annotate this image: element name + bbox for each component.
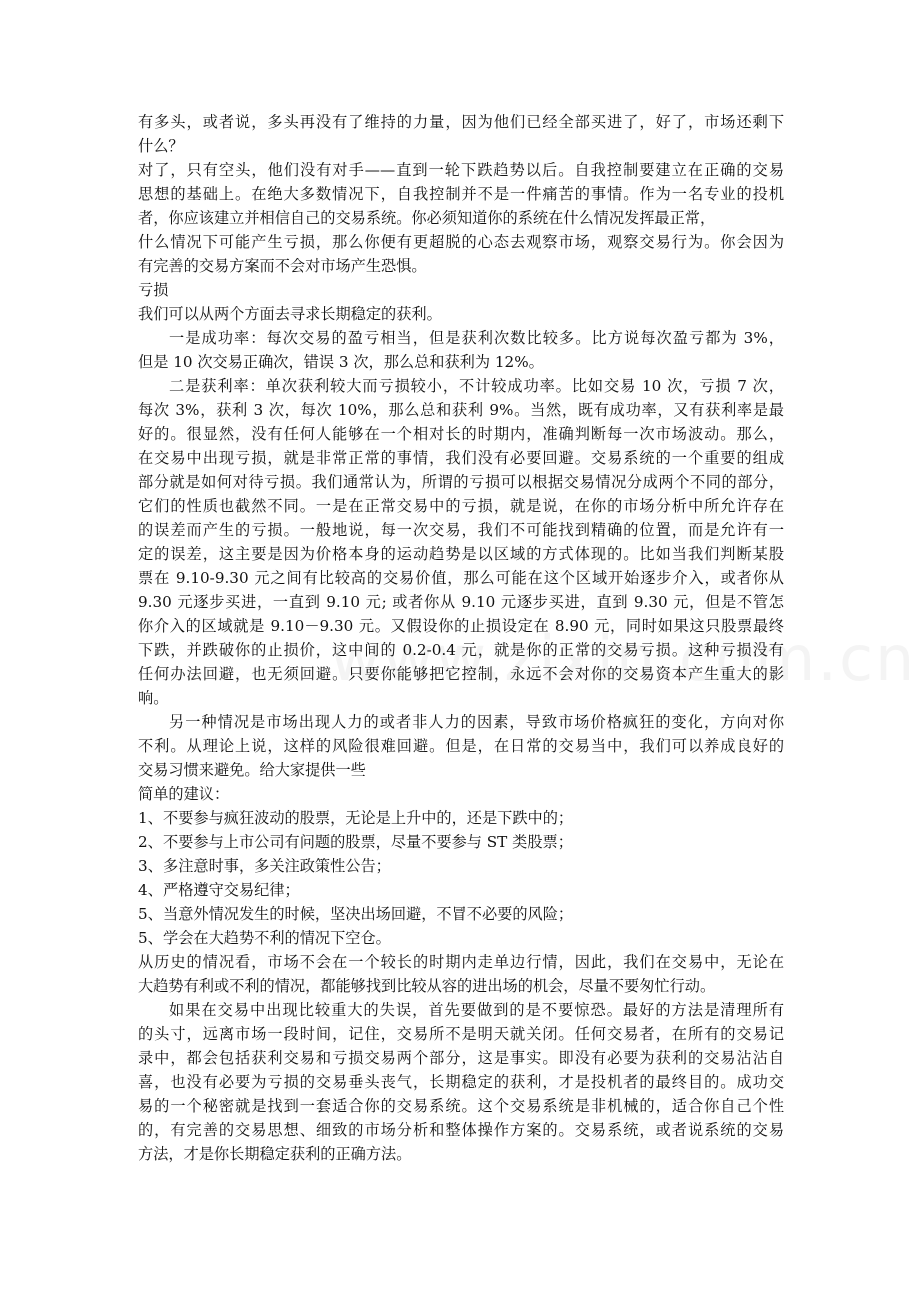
text-line: 但是 10 次交易正确次，错误 3 次，那么总和获利为 12%。 <box>138 353 544 371</box>
list-number: 1、 <box>138 809 163 827</box>
text-line: 它们的性质也截然不同。一是在正常交易中的亏损，就是说，在你的市场分析中所允许存在 <box>138 497 784 515</box>
text-line: 9.30 元逐步买进，一直到 9.10 元; 或者你从 9.10 元逐步买进，直到 9.30 元，但是不管怎 <box>138 593 784 611</box>
text-line: 思想的基础上。在绝大多数情况下，自我控制并不是一件痛苦的事情。作为一名专业的投机 <box>138 185 784 203</box>
list-item <box>138 806 784 830</box>
text-line: 什么情况下可能产生亏损，那么你便有更超脱的心态去观察市场，观察交易行为。你会因为 <box>138 233 784 251</box>
list-item <box>138 902 784 926</box>
list-item <box>138 830 784 854</box>
list-number: 5、 <box>138 929 163 947</box>
text-line: 交易习惯来避免。给大家提供一些 <box>138 761 366 779</box>
list-item <box>138 926 784 950</box>
text-line: 方法，才是你长期稳定获利的正确方法。 <box>138 1145 412 1163</box>
list-text: 当意外情况发生的时候，坚决出场回避，不冒不必要的风险； <box>163 905 574 923</box>
text-line: 如果在交易中出现比较重大的失误，首先要做到的是不要惊恐。最好的方法是清理所有 <box>169 1001 784 1019</box>
list-number: 2、 <box>138 833 163 851</box>
text-line: 一是成功率：每次交易的盈亏相当，但是获利次数比较多。比方说每次盈亏都为 3%， <box>169 329 784 347</box>
text-line: 的头寸，远离市场一段时间，记住，交易所不是明天就关闭。任何交易者，在所有的交易记 <box>138 1025 784 1043</box>
text-line: 的误差而产生的亏损。一般地说，每一次交易，我们不可能找到精确的位置，而是允许有一 <box>138 521 784 539</box>
list-text: 不要参与疯狂波动的股票，无论是上升中的，还是下跌中的； <box>163 809 574 827</box>
text-line: 我们可以从两个方面去寻求长期稳定的获利。 <box>138 305 442 323</box>
list-text: 不要参与上市公司有问题的股票，尽量不要参与 ST 类股票； <box>163 833 573 851</box>
list-number: 5、 <box>138 905 163 923</box>
list-number: 3、 <box>138 857 163 875</box>
text-line: 在交易中出现亏损，就是非常正常的事情，我们没有必要回避。交易系统的一个重要的组成 <box>138 449 784 467</box>
text-line: 好的。很显然，没有任何人能够在一个相对长的时期内，准确判断每一次市场波动。那么， <box>138 425 784 443</box>
text-line: 不利。从理论上说，这样的风险很难回避。但是，在日常的交易当中，我们可以养成良好的 <box>138 737 784 755</box>
text-line: 有多头，或者说，多头再没有了维持的力量，因为他们已经全部买进了，好了，市场还剩下 <box>138 113 784 131</box>
text-line: 定的误差，这主要是因为价格本身的运动趋势是以区域的方式体现的。比如当我们判断某股 <box>138 545 784 563</box>
text-line: 什么？ <box>138 137 184 155</box>
list-number: 4、 <box>138 881 163 899</box>
text-line: 对了，只有空头，他们没有对手——直到一轮下跌趋势以后。自我控制要建立在正确的交易 <box>138 161 784 179</box>
text-line: 简单的建议： <box>138 785 230 803</box>
text-line: 有完善的交易方案而不会对市场产生恐惧。 <box>138 257 427 275</box>
text-line: 亏损 <box>138 281 169 299</box>
text-line: 你介入的区域就是 9.10－9.30 元。又假设你的止损设定在 8.90 元，同时如果这只股票最终 <box>138 617 784 635</box>
text-line: 者，你应该建立并相信自己的交易系统。你必须知道你的系统在什么情况发挥最正常， <box>138 209 716 227</box>
list-text: 多注意时事，多关注政策性公告； <box>163 857 391 875</box>
text-line: 录中，都会包括获利交易和亏损交易两个部分，这是事实。即没有必要为获利的交易沾沾自 <box>138 1049 784 1067</box>
text-line: 响。 <box>138 689 169 707</box>
list-text: 严格遵守交易纪律； <box>163 881 300 899</box>
text-line: 任何办法回避，也无须回避。只要你能够把它控制，永远不会对你的交易资本产生重大的影 <box>138 665 784 683</box>
list-text: 学会在大趋势不利的情况下空仓。 <box>163 929 391 947</box>
text-line: 从历史的情况看，市场不会在一个较长的时期内走单边行情，因此，我们在交易中，无论在 <box>138 953 784 971</box>
text-line: 的，有完善的交易思想、细致的市场分析和整体操作方案的。交易系统，或者说系统的交易 <box>138 1121 784 1139</box>
text-line: 下跌，并跌破你的止损价，这中间的 0.2-0.4 元，就是你的正常的交易亏损。这种亏损没有 <box>138 641 784 659</box>
text-line: 每次 3%，获利 3 次，每次 10%，那么总和获利 9%。当然，既有成功率，又有获利率是最 <box>138 401 784 419</box>
text-line: 另一种情况是市场出现人力的或者非人力的因素，导致市场价格疯狂的变化，方向对你 <box>169 713 784 731</box>
text-line: 部分就是如何对待亏损。我们通常认为，所谓的亏损可以根据交易情况分成两个不同的部分， <box>138 473 784 491</box>
text-line: 易的一个秘密就是找到一套适合你的交易系统。这个交易系统是非机械的，适合你自己个性 <box>138 1097 784 1115</box>
text-line: 大趋势有利或不利的情况，都能够找到比较从容的进出场的机会，尽量不要匆忙行动。 <box>138 977 716 995</box>
document-body <box>138 110 784 1166</box>
list-item <box>138 854 784 878</box>
text-line: 喜，也没有必要为亏损的交易垂头丧气，长期稳定的获利，才是投机者的最终目的。成功交 <box>138 1073 784 1091</box>
list-item <box>138 878 784 902</box>
text-line: 票在 9.10-9.30 元之间有比较高的交易价值，那么可能在这个区域开始逐步介入，或者你从 <box>138 569 784 587</box>
text-line: 二是获利率：单次获利较大而亏损较小，不计较成功率。比如交易 10 次，亏损 7 次， <box>169 377 784 395</box>
